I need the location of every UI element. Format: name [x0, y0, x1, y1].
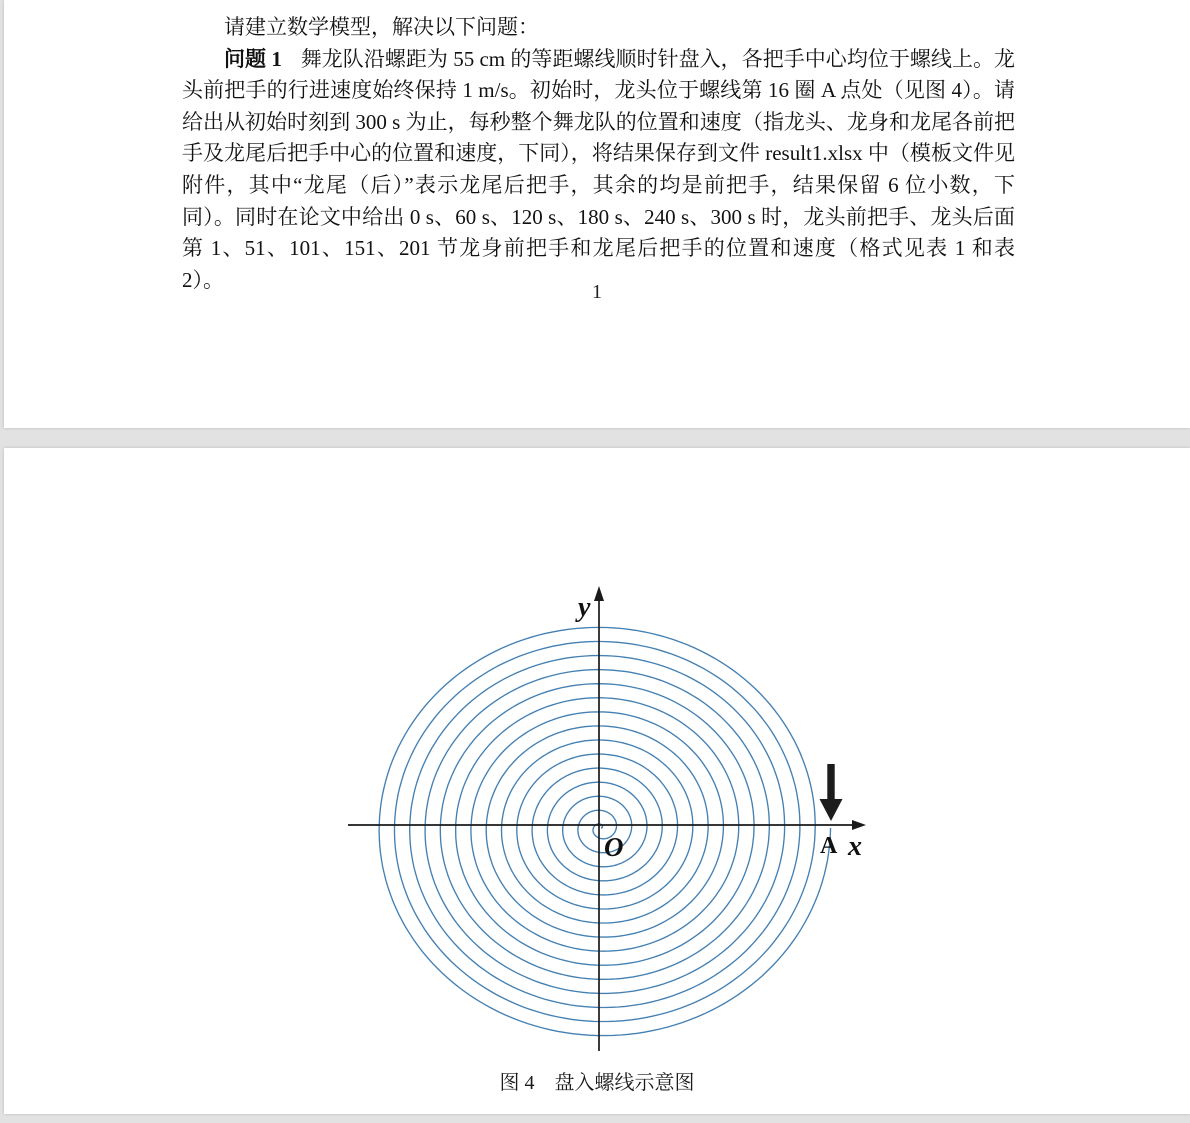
page-1 [4, 0, 1190, 428]
x-axis-label: x [848, 831, 862, 862]
problem-paragraph [182, 44, 1015, 297]
figure-caption-number: 图 4 [499, 1072, 535, 1094]
y-axis-label: y [578, 592, 591, 623]
point-a-label: A [820, 833, 838, 859]
x-axis-arrowhead-icon [852, 820, 866, 830]
problem-statement [182, 12, 1015, 296]
point-a-down-arrow-icon [820, 764, 843, 821]
y-axis-arrowhead-icon [594, 586, 604, 601]
problem-text: 舞龙队沿螺距为 55 cm 的等距螺线顺时针盘入，各把手中心均位于螺线上。龙头前把手的行进速度始终保持 1 m/s。初始时，龙头位于螺线第 16 圈 A 点处（见图 4）。请给出从初始时刻到 300 s 为止，每秒整个舞龙队的位置和速度（指龙头、龙身和龙尾各前把手及龙尾后把手中心的位置和速度，下同），将结果保存到文件 result1.xlsx 中（模板文件见附件，其中“龙尾（后）”表示龙尾后把手，其余的均是前把手，结果保留 6 位小数，下同）。同时在论文中给出 0 s、60 s、120 s、180 s、240 s、300 s 时，龙头前把手、龙头后面第 1、51、101、151、201 节龙身前把手和龙尾后把手的位置和速度（格式见表 1 和表 2）。 [182, 46, 1015, 292]
problem-label: 问题 1 [224, 46, 282, 71]
intro-line [182, 12, 1015, 44]
intro-text: 请建立数学模型，解决以下问题： [224, 15, 539, 39]
figure-caption-text: 盘入螺线示意图 [554, 1072, 695, 1094]
page-2 [4, 448, 1190, 1114]
figure-caption [4, 1066, 1190, 1095]
page-number: 1 [592, 281, 602, 303]
origin-label: O [604, 832, 624, 862]
spiral-figure [320, 556, 900, 1066]
